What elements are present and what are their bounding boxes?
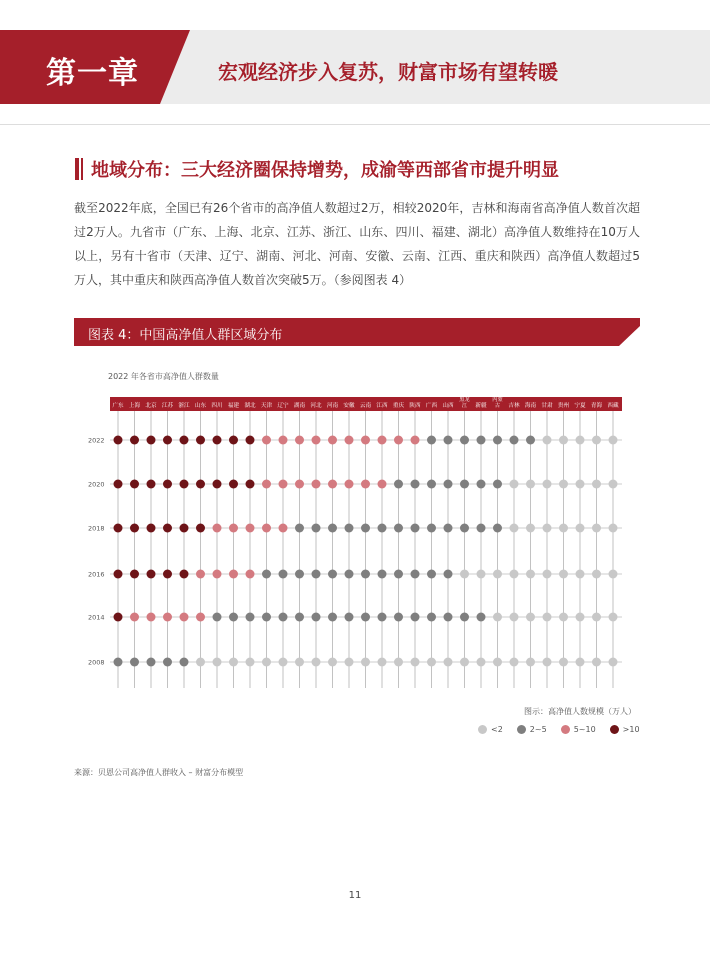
data-dot — [196, 480, 205, 489]
province-label: 天津 — [260, 403, 273, 409]
year-label: 2008 — [88, 658, 105, 667]
data-dot — [559, 658, 568, 667]
data-dot — [394, 613, 403, 622]
province-label: 广西 — [425, 403, 438, 409]
data-dot — [295, 570, 304, 579]
province-label: 甘肃 — [541, 403, 553, 409]
data-dot — [262, 658, 271, 667]
data-dot — [427, 436, 436, 445]
data-dot — [312, 613, 321, 622]
data-dot — [345, 570, 354, 579]
data-dot — [163, 480, 172, 489]
data-dot — [312, 436, 321, 445]
legend-label: 2~5 — [529, 724, 547, 734]
data-dot — [328, 524, 337, 533]
data-dot — [279, 570, 288, 579]
data-dot — [130, 570, 139, 579]
data-dot — [262, 613, 271, 622]
section-paragraph: 截至2022年底，全国已有26个省市的高净值人数超过2万，相较2020年，吉林和海南省高净值人数首次超过2万人。九省市（广东、上海、北京、江苏、浙江、山东、四川、福建、湖北）高净值人数维持在10万人以上，另有十省市（天津、辽宁、湖南、河北、河南、安徽、云南、江西、重庆和陕西）高净值人数超过5万人，其中重庆和陕西高净值人数首次突破5万。（参阅图表 4） — [74, 201, 640, 287]
data-dot — [312, 570, 321, 579]
data-dot — [180, 570, 189, 579]
data-dot — [130, 658, 139, 667]
data-dot — [592, 613, 601, 622]
data-dot — [526, 524, 535, 533]
year-label: 2014 — [88, 613, 105, 622]
data-dot — [114, 524, 123, 533]
data-dot — [510, 613, 519, 622]
data-dot — [460, 570, 469, 579]
province-label: 广东 — [112, 403, 124, 409]
data-dot — [592, 524, 601, 533]
legend — [478, 722, 654, 736]
province-label: 云南 — [359, 403, 372, 409]
data-dot — [460, 658, 469, 667]
data-dot — [394, 436, 403, 445]
province-label: 湖南 — [293, 403, 306, 409]
data-dot — [246, 613, 255, 622]
data-dot — [361, 570, 370, 579]
data-dot — [328, 480, 337, 489]
province-label: 内蒙古 — [492, 397, 503, 409]
data-dot — [427, 658, 436, 667]
data-dot — [147, 613, 156, 622]
data-dot — [444, 570, 453, 579]
data-dot — [427, 613, 436, 622]
data-dot — [345, 613, 354, 622]
data-dot — [559, 524, 568, 533]
data-dot — [378, 524, 387, 533]
data-dot — [295, 658, 304, 667]
data-dot — [609, 480, 618, 489]
data-dot — [493, 570, 502, 579]
data-dot — [246, 524, 255, 533]
province-label: 辽宁 — [277, 403, 289, 409]
province-label: 宁夏 — [574, 403, 586, 409]
data-dot — [163, 658, 172, 667]
data-dot — [378, 570, 387, 579]
data-dot — [361, 436, 370, 445]
data-dot — [411, 524, 420, 533]
data-dot — [576, 570, 585, 579]
data-dot — [411, 436, 420, 445]
data-dot — [147, 436, 156, 445]
data-dot — [394, 480, 403, 489]
data-dot — [163, 436, 172, 445]
legend-title: 图示：高净值人数规模（万人） — [524, 707, 636, 716]
data-dot — [312, 524, 321, 533]
data-dot — [196, 613, 205, 622]
data-dot — [460, 524, 469, 533]
data-dot — [196, 524, 205, 533]
data-dot — [510, 436, 519, 445]
data-dot — [130, 524, 139, 533]
data-dot — [328, 570, 337, 579]
province-label: 浙江 — [178, 403, 190, 409]
chapter-label: 第一章 — [46, 56, 139, 91]
data-dot — [196, 658, 205, 667]
province-label: 河南 — [326, 403, 339, 409]
province-label: 上海 — [128, 403, 141, 409]
data-dot — [427, 480, 436, 489]
province-label: 青海 — [590, 403, 603, 409]
data-dot — [411, 570, 420, 579]
province-label: 河北 — [310, 403, 322, 409]
year-label: 2018 — [88, 524, 105, 533]
province-label: 湖北 — [244, 403, 256, 409]
data-dot — [229, 436, 238, 445]
legend-label: <2 — [491, 724, 503, 734]
province-label: 贵州 — [557, 403, 570, 409]
data-dot — [295, 480, 304, 489]
data-dot — [345, 658, 354, 667]
data-dot — [229, 658, 238, 667]
data-dot — [246, 480, 255, 489]
data-dot — [114, 613, 123, 622]
data-dot — [312, 480, 321, 489]
data-dot — [559, 613, 568, 622]
data-dot — [328, 658, 337, 667]
data-dot — [444, 480, 453, 489]
data-dot — [394, 658, 403, 667]
data-dot — [609, 658, 618, 667]
data-dot — [411, 480, 420, 489]
data-dot — [163, 524, 172, 533]
data-dot — [493, 658, 502, 667]
province-label: 江苏 — [161, 403, 174, 409]
data-dot — [477, 436, 486, 445]
data-dot — [361, 658, 370, 667]
data-dot — [609, 613, 618, 622]
data-dot — [460, 436, 469, 445]
legend-item — [561, 725, 596, 734]
data-dot — [213, 436, 222, 445]
province-label: 山西 — [442, 403, 454, 409]
data-dot — [295, 436, 304, 445]
data-dot — [411, 613, 420, 622]
province-label: 山东 — [194, 403, 207, 409]
data-dot — [180, 524, 189, 533]
data-dot — [229, 613, 238, 622]
data-dot — [262, 524, 271, 533]
section-title: 地域分布：三大经济圈保持增势，成渝等西部省市提升明显 — [91, 160, 559, 181]
data-dot — [477, 480, 486, 489]
data-dot — [510, 658, 519, 667]
data-dot — [411, 658, 420, 667]
data-dot — [526, 436, 535, 445]
figure-source: 来源：贝恩公司高净值人群收入 – 财富分布模型 — [74, 768, 244, 777]
chart-subtitle: 2022 年各省市高净值人群数量 — [108, 372, 219, 381]
data-dot — [213, 480, 222, 489]
data-dot — [427, 570, 436, 579]
data-dot — [147, 524, 156, 533]
province-label: 西藏 — [607, 403, 619, 409]
data-dot — [609, 436, 618, 445]
province-label: 福建 — [227, 403, 240, 409]
data-dot — [312, 658, 321, 667]
province-label: 安徽 — [343, 403, 355, 409]
data-dot — [510, 524, 519, 533]
data-dot — [163, 570, 172, 579]
data-dot — [526, 613, 535, 622]
data-dot — [477, 570, 486, 579]
data-dot — [229, 524, 238, 533]
data-dot — [213, 613, 222, 622]
data-dot — [543, 658, 552, 667]
legend-label: >10 — [622, 724, 640, 734]
data-dot — [213, 524, 222, 533]
data-dot — [543, 480, 552, 489]
legend-dot — [561, 725, 570, 734]
data-dot — [609, 570, 618, 579]
figure-title: 图表 4：中国高净值人群区域分布 — [88, 328, 283, 343]
data-dot — [163, 613, 172, 622]
data-dot — [609, 524, 618, 533]
data-dot — [229, 570, 238, 579]
data-dot — [526, 570, 535, 579]
chapter-title: 宏观经济步入复苏，财富市场有望转暖 — [218, 60, 558, 84]
data-dot — [279, 658, 288, 667]
legend-dot — [478, 725, 487, 734]
data-dot — [279, 480, 288, 489]
legend-item — [610, 725, 640, 734]
data-dot — [394, 524, 403, 533]
data-dot — [246, 570, 255, 579]
data-dot — [345, 524, 354, 533]
data-dot — [262, 480, 271, 489]
legend-item — [478, 725, 503, 734]
data-dot — [246, 436, 255, 445]
data-dot — [526, 658, 535, 667]
data-dot — [114, 436, 123, 445]
data-dot — [592, 658, 601, 667]
data-dot — [559, 480, 568, 489]
data-dot — [510, 570, 519, 579]
data-dot — [361, 524, 370, 533]
data-dot — [543, 524, 552, 533]
data-dot — [477, 658, 486, 667]
data-dot — [576, 480, 585, 489]
data-dot — [130, 436, 139, 445]
data-dot — [444, 436, 453, 445]
data-dot — [147, 480, 156, 489]
data-dot — [378, 658, 387, 667]
legend-dot — [610, 725, 619, 734]
data-dot — [295, 524, 304, 533]
legend-label: 5~10 — [573, 724, 596, 734]
data-dot — [592, 570, 601, 579]
data-dot — [576, 658, 585, 667]
data-dot — [576, 524, 585, 533]
data-dot — [147, 658, 156, 667]
province-label: 黑龙江 — [459, 397, 470, 409]
data-dot — [460, 613, 469, 622]
province-label: 重庆 — [392, 403, 405, 409]
data-dot — [592, 480, 601, 489]
data-dot — [114, 480, 123, 489]
province-label: 四川 — [211, 403, 223, 409]
year-label: 2022 — [88, 436, 105, 445]
data-dot — [196, 570, 205, 579]
data-dot — [592, 436, 601, 445]
data-dot — [460, 480, 469, 489]
province-label: 北京 — [145, 403, 157, 409]
data-dot — [510, 480, 519, 489]
province-label: 海南 — [524, 403, 537, 409]
data-dot — [328, 436, 337, 445]
data-dot — [394, 570, 403, 579]
province-label: 吉林 — [508, 403, 520, 409]
data-dot — [493, 480, 502, 489]
data-dot — [543, 570, 552, 579]
data-dot — [345, 480, 354, 489]
data-dot — [180, 658, 189, 667]
data-dot — [378, 480, 387, 489]
data-dot — [279, 436, 288, 445]
data-dot — [378, 613, 387, 622]
data-dot — [213, 570, 222, 579]
data-dot — [477, 613, 486, 622]
data-dot — [543, 436, 552, 445]
data-dot — [246, 658, 255, 667]
data-dot — [180, 613, 189, 622]
data-dot — [361, 613, 370, 622]
province-label: 新疆 — [475, 403, 487, 409]
data-dot — [114, 570, 123, 579]
data-dot — [559, 570, 568, 579]
data-dot — [328, 613, 337, 622]
data-dot — [279, 524, 288, 533]
data-dot — [493, 524, 502, 533]
data-dot — [180, 480, 189, 489]
data-dot — [279, 613, 288, 622]
data-dot — [213, 658, 222, 667]
data-dot — [576, 613, 585, 622]
data-dot — [361, 480, 370, 489]
legend-item — [517, 725, 547, 734]
data-dot — [130, 480, 139, 489]
data-dot — [526, 480, 535, 489]
data-dot — [196, 436, 205, 445]
province-label: 陕西 — [409, 403, 421, 409]
data-dot — [576, 436, 585, 445]
data-dot — [493, 436, 502, 445]
data-dot — [559, 436, 568, 445]
data-dot — [262, 436, 271, 445]
data-dot — [130, 613, 139, 622]
data-dot — [427, 524, 436, 533]
data-dot — [262, 570, 271, 579]
data-dot — [493, 613, 502, 622]
data-dot — [477, 524, 486, 533]
data-dot — [444, 524, 453, 533]
year-label: 2016 — [88, 570, 105, 579]
data-dot — [229, 480, 238, 489]
year-label: 2020 — [88, 480, 105, 489]
data-dot — [147, 570, 156, 579]
data-dot — [295, 613, 304, 622]
legend-dot — [517, 725, 526, 734]
data-dot — [543, 613, 552, 622]
data-dot — [114, 658, 123, 667]
data-dot — [378, 436, 387, 445]
province-label: 江西 — [376, 403, 388, 409]
data-dot — [444, 658, 453, 667]
page-number: 11 — [348, 890, 362, 901]
data-dot — [180, 436, 189, 445]
data-dot — [444, 613, 453, 622]
data-dot — [345, 436, 354, 445]
